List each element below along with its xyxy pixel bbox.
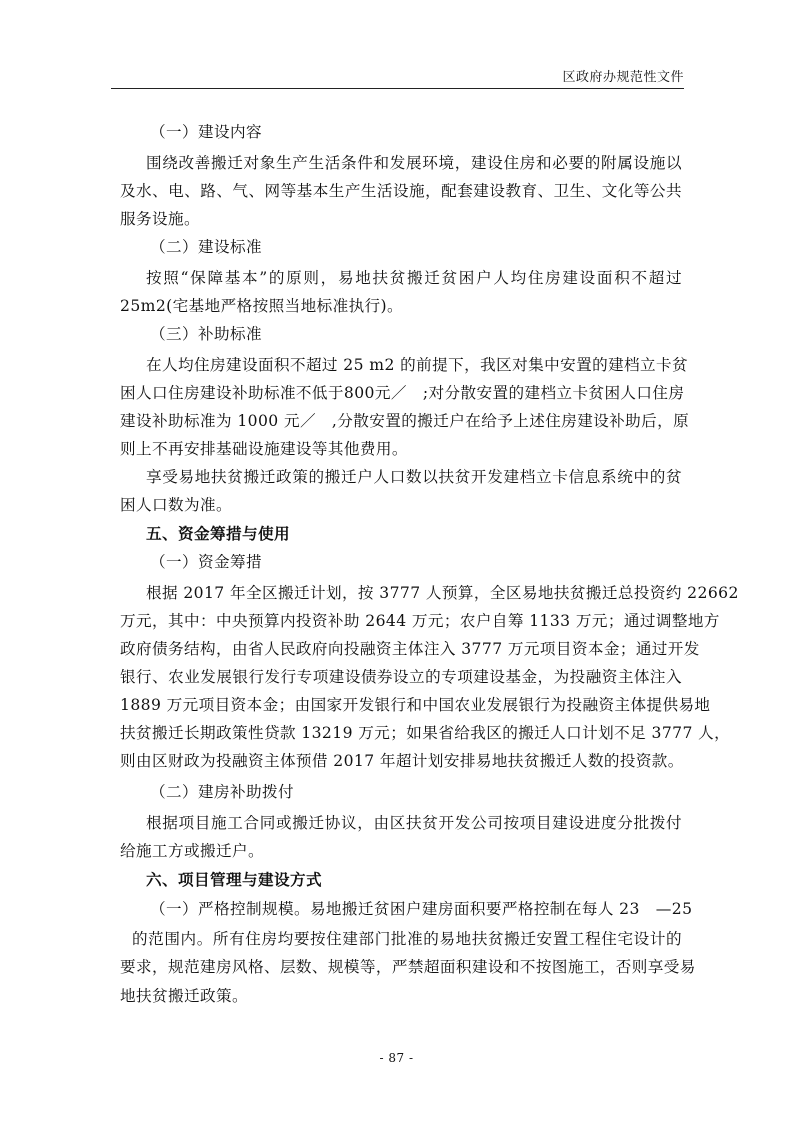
paragraph-line: 银行、农业发展银行发行专项建设债券设立的专项建设基金，为投融资主体注入 — [120, 668, 682, 686]
paragraph-line: 建设补助标准为 1000 元／ ,分散安置的搬迁户在给予上述住房建设补助后，原 — [120, 412, 690, 430]
paragraph-line: 地扶贫搬迁政策。 — [120, 987, 248, 1005]
paragraph-line: （一）严格控制规模。易地搬迁贫困户建房面积要严格控制在每人 23 —25 — [150, 900, 693, 918]
subheading-fund-raising: （一）资金筹措 — [150, 553, 262, 571]
section-heading-project-management: 六、项目管理与建设方式 — [146, 870, 322, 889]
paragraph-line: 则由区财政为投融资主体预借 2017 年超计划安排易地扶贫搬迁人数的投资款。 — [120, 752, 684, 770]
paragraph-line: 在人均住房建设面积不超过 25 m2 的前提下，我区对集中安置的建档立卡贫 — [146, 356, 689, 374]
paragraph-line: 万元，其中：中央预算内投资补助 2644 万元；农户自筹 1133 万元；通过调整地方 — [120, 612, 720, 630]
subheading-construction-standard: （二）建设标准 — [150, 238, 262, 256]
paragraph-line: 服务设施。 — [120, 210, 200, 228]
section-heading-funding: 五、资金筹措与使用 — [146, 524, 290, 543]
header-title: 区政府办规范性文件 — [562, 70, 684, 85]
paragraph-line: 围绕改善搬迁对象生产生活条件和发展环境，建设住房和必要的附属设施以 — [146, 154, 682, 172]
paragraph-line: 困人口数为准。 — [120, 496, 232, 514]
subheading-subsidy-standard: （三）补助标准 — [150, 325, 262, 343]
paragraph-line: 政府债务结构，由省人民政府向投融资主体注入 3777 万元项目资本金；通过开发 — [120, 640, 700, 658]
page-number: - 87 - — [379, 1051, 414, 1065]
paragraph-line: 则上不再安排基础设施建设等其他费用。 — [120, 440, 408, 458]
paragraph-line: 扶贫搬迁长期政策性贷款 13219 万元；如果省给我区的搬迁人口计划不足 3777 人， — [120, 724, 731, 742]
paragraph-line: 困人口住房建设补助标准不低于800元／ ;对分散安置的建档立卡贫困人口住房 — [120, 384, 685, 402]
paragraph-line: 1889 万元项目资本金；由国家开发银行和中国农业发展银行为投融资主体提供易地 — [120, 696, 711, 714]
subheading-housing-subsidy-payment: （二）建房补助拨付 — [150, 783, 294, 801]
paragraph-line: 要求，规范建房风格、层数、规模等，严禁超面积建设和不按图施工，否则享受易 — [120, 958, 696, 976]
subheading-construction-content: （一）建设内容 — [150, 123, 262, 141]
paragraph-line: 按照“保障基本”的原则，易地扶贫搬迁贫困户人均住房建设面积不超过 — [146, 269, 682, 287]
paragraph-line: 及水、电、路、气、网等基本生产生活设施，配套建设教育、卫生、文化等公共 — [120, 182, 682, 200]
paragraph-line: 享受易地扶贫搬迁政策的搬迁户人口数以扶贫开发建档立卡信息系统中的贫 — [146, 468, 682, 486]
paragraph-line: 根据 2017 年全区搬迁计划，按 3777 人预算，全区易地扶贫搬迁总投资约 22662 — [146, 584, 739, 602]
paragraph-line: 根据项目施工合同或搬迁协议，由区扶贫开发公司按项目建设进度分批拨付 — [146, 814, 682, 832]
paragraph-line: 给施工方或搬迁户。 — [120, 842, 264, 860]
paragraph-line: 25m2(宅基地严格按照当地标准执行)。 — [120, 297, 404, 315]
paragraph-line: 的范围内。所有住房均要按住建部门批准的易地扶贫搬迁安置工程住宅设计的 — [132, 930, 682, 948]
